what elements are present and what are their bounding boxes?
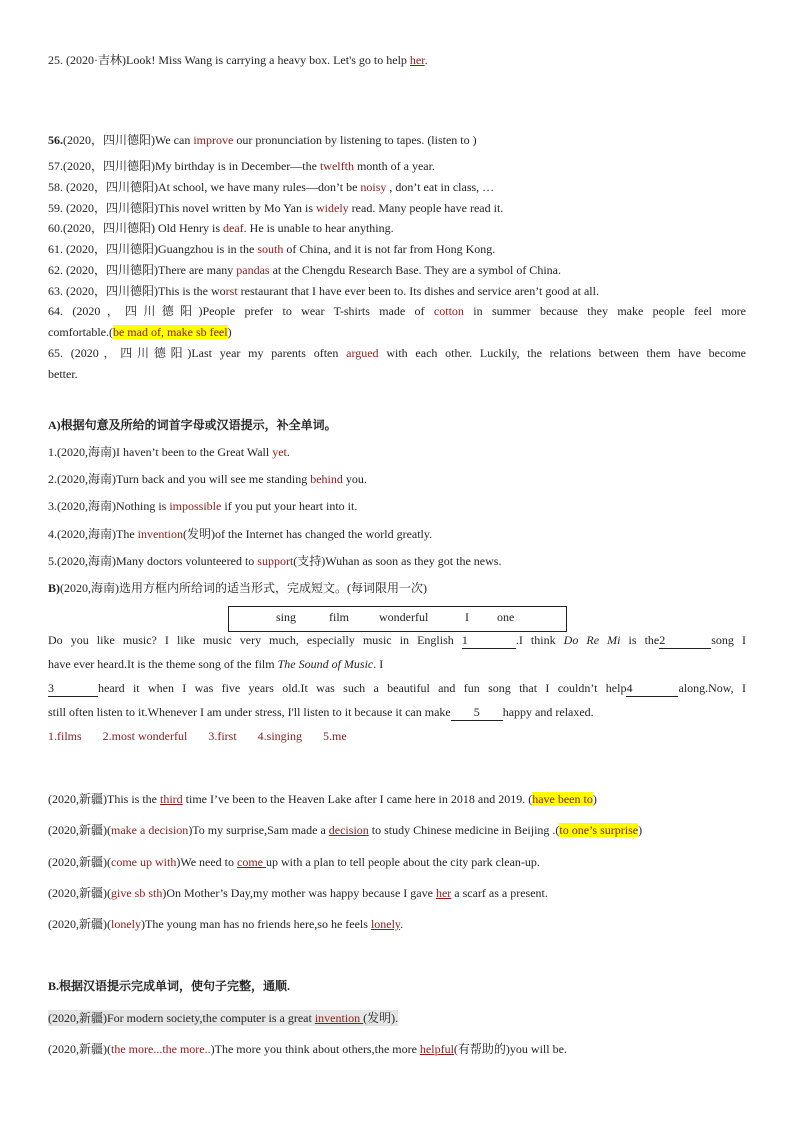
question-x3: (2020,新疆)(come up with)We need to come up with a plan to tell people about the city park clean-up. xyxy=(48,855,540,869)
answer: decision xyxy=(328,823,369,837)
question-59: 59. (2020，四川德阳)This novel written by Mo Yan is widely read. Many people have read it. xyxy=(48,201,504,215)
answer: come xyxy=(237,855,267,869)
highlight-note: have been to xyxy=(532,792,593,806)
question-64-cont: comfortable.(be mad of, make sb feel) xyxy=(48,325,232,339)
section-b2-heading: B.根据汉语提示完成单词，使句子完整，通顺. xyxy=(48,979,291,993)
answer-key-item: 4.singing xyxy=(257,729,303,743)
hint: lonely xyxy=(111,917,141,931)
answer: argued xyxy=(346,346,379,360)
answer: her xyxy=(409,53,425,67)
section-a-heading: A)根据句意及所给的词首字母或汉语提示，补全单词。 xyxy=(48,418,337,432)
answer: third xyxy=(160,792,183,806)
question-x1: (2020,新疆)This is the third time I’ve been to the Heaven Lake after I came here in 2018 and 2019. (have been to) xyxy=(48,792,597,806)
answer: cotton xyxy=(433,304,464,318)
question-57: 57.(2020，四川德阳)My birthday is in December—the twelfth month of a year. xyxy=(48,159,435,173)
answer: invention xyxy=(137,527,183,541)
answer: invention xyxy=(314,1011,364,1025)
hint: come up with xyxy=(111,855,177,869)
answer: deaf xyxy=(223,221,244,235)
answer: widely xyxy=(316,201,349,215)
answer: behind xyxy=(310,472,343,486)
word-box-item: film xyxy=(329,610,349,624)
answer: noisy xyxy=(360,180,387,194)
word-box-item: sing xyxy=(276,610,297,624)
question-61: 61. (2020，四川德阳)Guangzhou is in the south of China, and it is not far from Hong Kong. xyxy=(48,242,496,256)
answer: yet xyxy=(272,445,287,459)
answer: south xyxy=(257,242,284,256)
passage-line-3: 3 heard it when I was five years old.It was such a beautiful and fun song that I couldn’t help4 along.Now, I xyxy=(48,681,747,695)
question-64: 64. (2020，四川德阳)People prefer to wear T-shirts made of cotton in summer because they make people feel more xyxy=(48,304,747,318)
hint: the more...the more.. xyxy=(111,1042,211,1056)
question-62: 62. (2020，四川德阳)There are many pandas at the Chengdu Research Base. They are a symbol of China. xyxy=(48,263,561,277)
blank-4: 4 xyxy=(626,680,678,697)
answer-key xyxy=(48,728,347,744)
answer-key-item: 3.first xyxy=(208,729,237,743)
question-65-cont: better. xyxy=(48,367,78,381)
answer-key-item: 5.me xyxy=(323,729,347,743)
highlight-note: be mad of, make sb feel xyxy=(112,325,228,339)
answer: her xyxy=(435,886,452,900)
hint: give sb sth xyxy=(111,886,163,900)
highlight-note: to one’s surprise xyxy=(559,823,639,837)
answer: lonely xyxy=(370,917,401,931)
blank-3: 3 xyxy=(48,680,98,697)
answer-key-item: 2.most wonderful xyxy=(102,729,188,743)
question-58: 58. (2020，四川德阳)At school, we have many rules—don’t be noisy , don’t eat in class, … xyxy=(48,180,495,194)
question-56: 56.(2020，四川德阳)We can improve our pronunciation by listening to tapes. (listen to ) xyxy=(48,133,477,147)
answer: helpful xyxy=(419,1042,454,1056)
question-a1: 1.(2020,海南)I haven’t been to the Great Wall yet. xyxy=(48,445,290,459)
word-box xyxy=(228,606,567,632)
hint: make a decision xyxy=(111,823,189,837)
answer: pandas xyxy=(236,263,270,277)
question-y2: (2020,新疆)(the more...the more..)The more you think about others,the more helpful(有帮助的)you will be. xyxy=(48,1042,567,1056)
question-63: 63. (2020，四川德阳)This is the worst restaurant that I have ever been to. Its dishes and service aren’t good at all. xyxy=(48,284,599,298)
word-box-item: one xyxy=(497,610,515,624)
film-title: The Sound of Music xyxy=(277,657,374,671)
passage-line-1: Do you like music? I like music very much, especially music in English 1 .I think Do Re Mi is the2 song I xyxy=(48,633,747,647)
answer: impossible xyxy=(169,499,222,513)
song-title: Do Re Mi xyxy=(563,633,621,647)
question-y1: (2020,新疆)For modern society,the computer is a great invention (发明). xyxy=(48,1011,399,1025)
passage-line-2: have ever heard.It is the theme song of the film The Sound of Music. I xyxy=(48,657,384,671)
answer: support xyxy=(257,554,294,568)
question-x4: (2020,新疆)(give sb sth)On Mother’s Day,my mother was happy because I gave her a scarf as a present. xyxy=(48,886,548,900)
question-a5: 5.(2020,海南)Many doctors volunteered to support(支持)Wuhan as soon as they got the news. xyxy=(48,554,502,568)
word-box-item: I xyxy=(465,610,469,624)
blank-2: 2 xyxy=(659,632,711,649)
word-box-item: wonderful xyxy=(379,610,429,624)
question-x5: (2020,新疆)(lonely)The young man has no friends here,so he feels lonely. xyxy=(48,917,404,931)
blank-5: 5 xyxy=(451,704,503,721)
answer: twelfth xyxy=(319,159,354,173)
question-60: 60.(2020，四川德阳) Old Henry is deaf. He is unable to hear anything. xyxy=(48,221,394,235)
question-a3: 3.(2020,海南)Nothing is impossible if you put your heart into it. xyxy=(48,499,358,513)
question-25: 25. (2020·吉林)Look! Miss Wang is carrying a heavy box. Let's go to help her. xyxy=(48,53,428,67)
answer: improve xyxy=(193,133,234,147)
answer-key-item: 1.films xyxy=(48,729,82,743)
question-a2: 2.(2020,海南)Turn back and you will see me standing behind you. xyxy=(48,472,367,486)
section-b-heading: B)(2020,海南)选用方框内所给词的适当形式，完成短文。(每词限用一次) xyxy=(48,581,427,595)
answer: rst xyxy=(225,284,238,298)
question-x2: (2020,新疆)(make a decision)To my surprise,Sam made a decision to study Chinese medicine in Beijing .(to one’s surprise) xyxy=(48,823,643,837)
passage-line-4: still often listen to it.Whenever I am under stress, I'll listen to it because it can make 5 happy and relaxed. xyxy=(48,705,594,719)
question-a4: 4.(2020,海南)The invention(发明)of the Internet has changed the world greatly. xyxy=(48,527,433,541)
blank-1: 1 xyxy=(462,632,516,649)
question-65: 65. (2020，四川德阳)Last year my parents often argued with each other. Luckily, the relations between them have become xyxy=(48,346,746,360)
